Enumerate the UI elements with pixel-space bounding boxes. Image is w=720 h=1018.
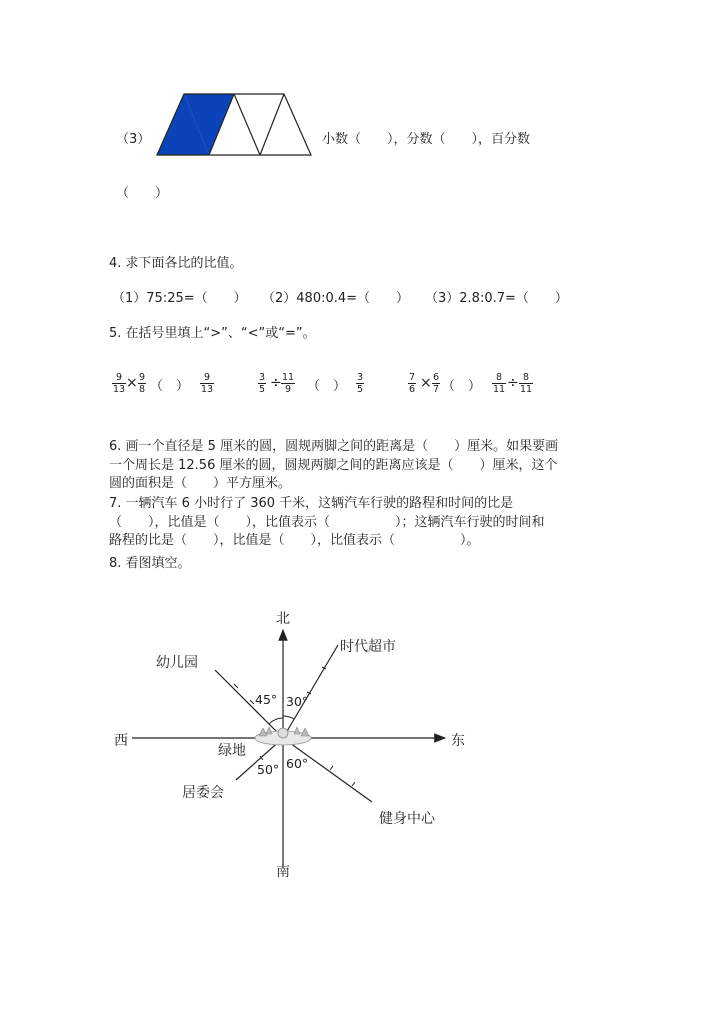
label-north: 北 — [276, 611, 290, 627]
q4-item-2: （2）480:0.4=（ ） — [262, 291, 410, 306]
label-center-green-space: 绿地 — [218, 743, 246, 759]
ray-supermarket — [283, 645, 338, 738]
label-residents-committee: 居委会 — [182, 785, 224, 801]
fraction: $\frac{11}{9}$ — [282, 372, 295, 395]
q3-part-trailing-blank: （ ） — [116, 186, 169, 201]
fraction: $\frac{8}{11}$ — [493, 372, 506, 395]
fraction: $\frac{6}{7}$ — [433, 372, 440, 395]
q4-item-1: （1）75:25=（ ） — [112, 291, 247, 306]
angle-arc — [283, 716, 294, 719]
angle-label-60: 60° — [286, 756, 309, 771]
fraction: $\frac{3}{5}$ — [259, 372, 266, 395]
label-east: 东 — [451, 733, 465, 749]
q3-part-label: （3） — [116, 132, 151, 147]
label-fitness-center: 健身中心 — [379, 811, 435, 827]
fraction: $\frac{9}{13}$ — [201, 372, 214, 395]
label-west: 西 — [114, 733, 128, 749]
fraction: $\frac{7}{6}$ — [409, 372, 416, 395]
park-icon — [255, 727, 311, 745]
q4-item-3: （3）2.8:0.7=（ ） — [425, 291, 568, 306]
q6-line: 圆的面积是（ ）平方厘米。 — [109, 476, 292, 491]
compare-blank: （ ） — [442, 379, 482, 394]
label-kindergarten: 幼儿园 — [156, 655, 198, 671]
operator: × — [420, 375, 432, 391]
fraction: $\frac{8}{11}$ — [520, 372, 533, 395]
q7-line: （ ），比值是（ ），比值表示（ ）；这辆汽车行驶的时间和 — [109, 514, 545, 530]
angle-label-50: 50° — [257, 762, 280, 777]
q7-line: 7. 一辆汽车 6 小时行了 360 千米，这辆汽车行驶的路程和时间的比是 — [109, 496, 514, 511]
operator: ÷ — [507, 375, 519, 391]
q4-title: 4. 求下面各比的比值。 — [109, 256, 243, 271]
compare-blank: （ ） — [307, 379, 347, 394]
label-south: 南 — [276, 864, 290, 880]
q3-part-text: 小数（ ），分数（ ），百分数 — [322, 132, 531, 147]
q6-line: 6. 画一个直径是 5 厘米的圆，圆规两脚之间的距离是（ ）厘米。如果要画 — [109, 439, 559, 454]
operator: ÷ — [270, 375, 282, 391]
q8-title: 8. 看图填空。 — [109, 556, 191, 571]
q7-line: 路程的比是（ ），比值是（ ），比值表示（ ）。 — [109, 533, 480, 548]
angle-label-30: 30° — [286, 694, 309, 709]
fraction: $\frac{9}{8}$ — [139, 372, 146, 395]
compare-blank: （ ） — [150, 379, 190, 394]
q6-line: 一个周长是 12.56 厘米的圆，圆规两脚之间的距离应该是（ ）厘米，这个 — [109, 457, 558, 473]
fraction: $\frac{3}{5}$ — [357, 372, 364, 395]
label-supermarket: 时代超市 — [340, 639, 396, 655]
operator: × — [126, 375, 138, 391]
fraction: $\frac{9}{13}$ — [113, 372, 126, 395]
q5-title: 5. 在括号里填上“>”、“<”或“=”。 — [109, 326, 316, 341]
angle-label-45: 45° — [255, 692, 278, 707]
angle-arc — [269, 718, 283, 724]
